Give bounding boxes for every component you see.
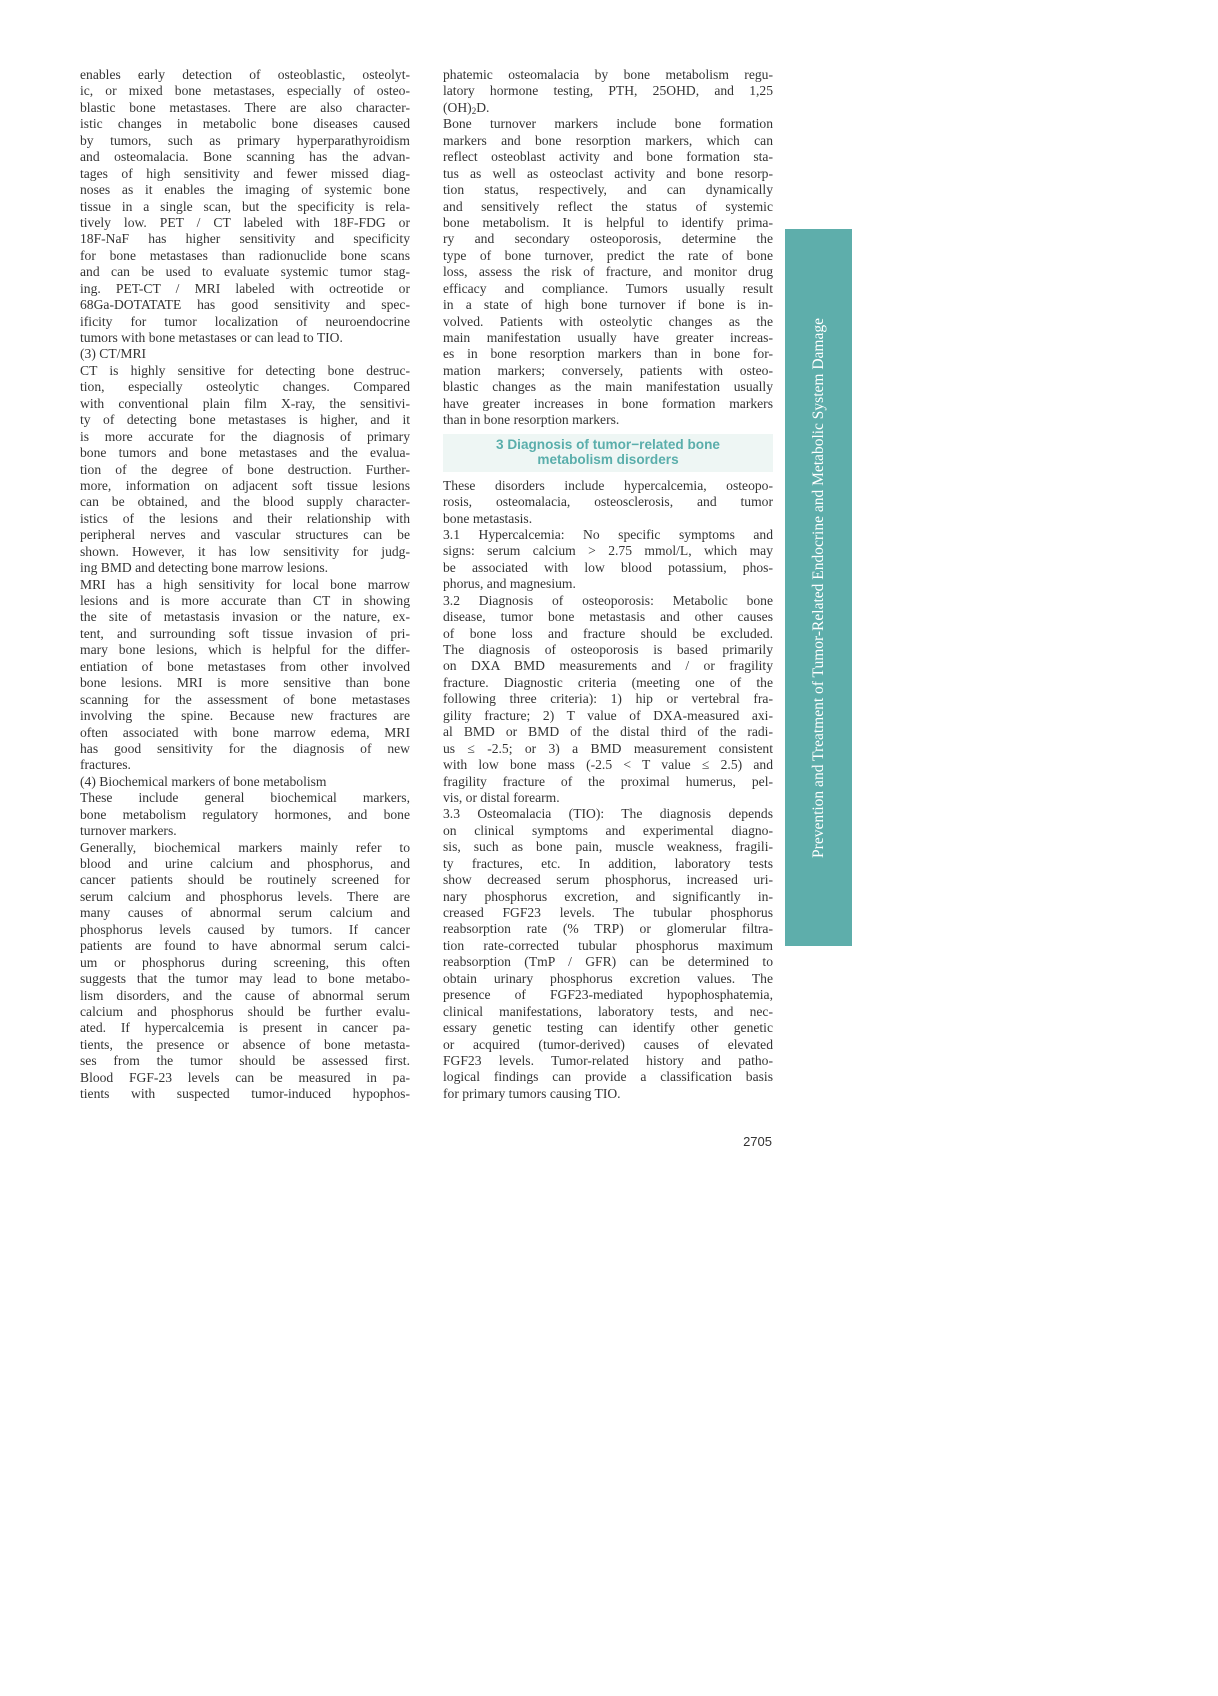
text-line: mary bone lesions, which is helpful for the differ- (80, 642, 410, 658)
text-line: scanning for the assessment of bone metastases (80, 691, 410, 707)
text-line: enables early detection of osteoblastic, osteolyt- (80, 67, 410, 82)
text-line: ing. PET-CT / MRI labeled with octreotide or (80, 280, 410, 296)
text-line: lism disorders, and the cause of abnormal serum (80, 987, 410, 1003)
text-line: tages of high sensitivity and fewer missed diag- (80, 165, 410, 181)
text-line: disease, tumor bone metastasis and other causes (443, 609, 773, 625)
text-line: Blood FGF-23 levels can be measured in pa- (80, 1069, 410, 1085)
text-line: noses as it enables the imaging of systemic bone (80, 182, 410, 198)
text-line: sis, such as bone pain, muscle weakness, fragili- (443, 839, 773, 855)
text-line: ty fractures, etc. In addition, laboratory tests (443, 855, 773, 871)
text-line: signs: serum calcium > 2.75 mmol/L, which may (443, 543, 773, 559)
text-line: on clinical symptoms and experimental diagno- (443, 822, 773, 838)
text-line: than in bone resorption markers. (443, 412, 620, 428)
text-line: involving the spine. Because new fractures are (80, 708, 410, 724)
text-line: These disorders include hypercalcemia, osteopo- (443, 477, 773, 493)
text-line: the site of metastasis invasion or the nature, ex- (80, 609, 410, 625)
text-line: obtain urinary phosphorus excretion values. The (443, 970, 773, 986)
text-line: MRI has a high sensitivity for local bone marrow (80, 576, 410, 592)
text-line: (3) CT/MRI (80, 346, 147, 362)
running-title-text: Prevention and Treatment of Tumor-Related Endocrine and Metabolic System Damage (809, 317, 827, 858)
text-line: and sensitively reflect the status of systemic (443, 198, 773, 214)
text-line: for bone metastases than radionuclide bone scans (80, 247, 410, 263)
text-line: tissue in a single scan, but the specificity is rela- (80, 198, 410, 214)
text-line: markers and bone resorption markers, which can (443, 132, 773, 148)
text-line: with conventional plain film X-ray, the sensitivi- (80, 395, 410, 411)
text-line: patients are found to have abnormal serum calci- (80, 938, 410, 954)
text-line: 68Ga-DOTATATE has good sensitivity and spec- (80, 297, 410, 313)
text-line: bone metabolism regulatory hormones, and bone (80, 806, 410, 822)
text-line: and can be used to evaluate systemic tumor stag- (80, 264, 410, 280)
text-line: istics of the lesions and their relationship with (80, 510, 410, 526)
text-line: 3.2 Diagnosis of osteoporosis: Metabolic bone (443, 592, 773, 608)
text-line: tients with suspected tumor-induced hypophos- (80, 1086, 410, 1102)
text-line: on DXA BMD measurements and / or fragility (443, 658, 773, 674)
text-line: peripheral nerves and vascular structures can be (80, 527, 410, 543)
text-line: 3.1 Hypercalcemia: No specific symptoms and (443, 526, 773, 542)
text-line: latory hormone testing, PTH, 25OHD, and 1,25 (443, 83, 773, 99)
text-line: ic, or mixed bone metastases, especially of osteo- (80, 83, 410, 99)
text-line: ificity for tumor localization of neuroendocrine (80, 313, 410, 329)
text-line: reabsorption rate (% TRP) or glomerular filtra- (443, 921, 773, 937)
text-line: fracture. Diagnostic criteria (meeting one of the (443, 674, 773, 690)
text-line: by tumors, such as primary hyperparathyroidism (80, 132, 410, 148)
text-line: shown. However, it has low sensitivity for judg- (80, 543, 410, 559)
text-line: istic changes in metabolic bone diseases caused (80, 116, 410, 132)
text-line: suggests that the tumor may lead to bone metabo- (80, 971, 410, 987)
text-line: be associated with low blood potassium, phos- (443, 559, 773, 575)
text-line: serum calcium and phosphorus levels. There are (80, 888, 410, 904)
text-line: blastic bone metastases. There are also character- (80, 99, 410, 115)
text-line: tumors with bone metastases or can lead to TIO. (80, 330, 343, 345)
text-line: $(OH)_2D$. (443, 99, 490, 116)
text-line: has good sensitivity for the diagnosis of new (80, 740, 410, 756)
text-line: of bone loss and fracture should be excluded. (443, 625, 773, 641)
text-line: or acquired (tumor-derived) causes of elevated (443, 1036, 773, 1052)
text-line: bone metastasis. (443, 510, 533, 526)
text-line: with low bone mass (-2.5 < T value ≤ 2.5) and (443, 757, 773, 773)
text-line: lesions and is more accurate than CT in showing (80, 593, 410, 608)
text-line: tients, the presence or absence of bone metasta- (80, 1036, 410, 1052)
text-line: is more accurate for the diagnosis of primary (80, 428, 410, 444)
text-line: turnover markers. (80, 823, 177, 839)
page-number: 2705 (743, 1134, 772, 1149)
section-3-body (443, 478, 773, 1103)
text-line: loss, assess the risk of fracture, and monitor drug (443, 264, 773, 280)
text-line: mation markers; conversely, patients with osteo- (443, 362, 773, 378)
text-line: CT is highly sensitive for detecting bone destruc- (80, 362, 410, 378)
text-line: volved. Patients with osteolytic changes as the (443, 313, 773, 329)
paragraph-hormone-testing (443, 67, 773, 100)
text-line: tively low. PET / CT labeled with 18F-FDG or (80, 214, 410, 230)
running-title-sidebar (785, 229, 852, 946)
text-line: often associated with bone marrow edema, MRI (80, 724, 410, 740)
text-line: tion rate-corrected tubular phosphorus maximum (443, 937, 773, 953)
text-line: vis, or distal forearm. (443, 789, 560, 805)
text-line: Generally, biochemical markers mainly refer to (80, 839, 410, 855)
text-line: reabsorption (TmP / GFR) can be determined to (443, 954, 773, 970)
text-line: bone metabolism. It is helpful to identify prima- (443, 214, 773, 230)
text-line: FGF23 levels. Tumor-related history and patho- (443, 1052, 773, 1068)
text-line: rosis, osteomalacia, osteosclerosis, and tumor (443, 494, 773, 510)
text-line: essary genetic testing can identify other genetic (443, 1020, 773, 1036)
text-line: in a state of high bone turnover if bone is in- (443, 297, 773, 313)
text-line: cancer patients should be routinely screened for (80, 872, 410, 888)
text-line: us ≤ -2.5; or 3) a BMD measurement consistent (443, 740, 773, 756)
text-line: type of bone turnover, predict the rate of bone (443, 247, 773, 263)
text-line: ing BMD and detecting bone marrow lesions. (80, 560, 329, 576)
subscript: 2 (471, 105, 477, 116)
text-line: um or phosphorus during screening, this often (80, 954, 410, 970)
text-line: calcium and phosphorus should be further evalu- (80, 1003, 410, 1019)
text-line: These include general biochemical markers, (80, 790, 410, 806)
text-line: fragility fracture of the proximal humerus, pel- (443, 773, 773, 789)
text-line: main manifestation usually have greater increas- (443, 330, 773, 345)
text-line: tus as well as osteoclast activity and bone resorp- (443, 165, 773, 181)
text-line: and osteomalacia. Bone scanning has the advan- (80, 149, 410, 165)
text-line: for primary tumors causing TIO. (443, 1085, 621, 1101)
text-line: tent, and surrounding soft tissue invasion of pri- (80, 625, 410, 641)
text-line: blastic changes as the main manifestation usually (443, 379, 773, 395)
text-line: reflect osteoblast activity and bone formation sta- (443, 149, 773, 165)
text-line: ated. If hypercalcemia is present in cancer pa- (80, 1020, 410, 1036)
text-line: The diagnosis of osteoporosis is based primarily (443, 642, 773, 657)
text-line: nary phosphorus excretion, and significantly in- (443, 888, 773, 904)
text-line: more, information on adjacent soft tissue lesions (80, 477, 410, 493)
text-line: phatemic osteomalacia by bone metabolism regu- (443, 67, 773, 82)
text-line: ty of detecting bone metastases is higher, and it (80, 412, 410, 428)
text-line: bone lesions. MRI is more sensitive than bone (80, 675, 410, 691)
text-line: gility fracture; 2) T value of DXA-measured axi- (443, 707, 773, 723)
text-line: (4) Biochemical markers of bone metabolism (80, 773, 327, 789)
text-line: ses from the tumor should be assessed first. (80, 1053, 410, 1069)
text-line: Bone turnover markers include bone formation (443, 116, 773, 132)
text-line: al BMD or BMD of the distal third of the radi- (443, 724, 773, 740)
paragraph-bone-turnover-markers (443, 116, 773, 428)
text-line: clinical manifestations, laboratory tests, and nec- (443, 1003, 773, 1019)
text-line: phorus, and magnesium. (443, 576, 576, 592)
left-column (80, 67, 410, 1103)
text-line: blood and urine calcium and phosphorus, and (80, 856, 410, 871)
text-line: creased FGF23 levels. The tubular phosphorus (443, 905, 773, 920)
text-line: show decreased serum phosphorus, increased uri- (443, 872, 773, 888)
text-line: logical findings can provide a classification basis (443, 1069, 773, 1085)
text-line: efficacy and compliance. Tumors usually result (443, 280, 773, 296)
text-line: 3.3 Osteomalacia (TIO): The diagnosis depends (443, 806, 773, 822)
text-line: presence of FGF23-mediated hypophosphatemia, (443, 987, 773, 1003)
text-line: entiation of bone metastases from other involved (80, 658, 410, 674)
text-line: many causes of abnormal serum calcium and (80, 905, 410, 921)
text-line: can be obtained, and the blood supply character- (80, 494, 410, 510)
text-line: following three criteria): 1) hip or vertebral fra- (443, 691, 773, 707)
text-line: 18F-NaF has higher sensitivity and specificity (80, 231, 410, 247)
text-line: phosphorus levels caused by tumors. If cancer (80, 921, 410, 937)
text-line: es in bone resorption markers than in bone for- (443, 346, 773, 362)
text-line: tion status, respectively, and can dynamically (443, 182, 773, 198)
text-line: tion of the degree of bone destruction. Further- (80, 461, 410, 477)
text-line: tion, especially osteolytic changes. Compared (80, 379, 410, 395)
section-heading-line-1: 3 Diagnosis of tumor−related bone (496, 436, 720, 452)
right-column (443, 67, 773, 1102)
text-line: ry and secondary osteoporosis, determine the (443, 231, 773, 247)
text-line: have greater increases in bone formation markers (443, 395, 773, 411)
text-line: bone tumors and bone metastases and the evalua- (80, 445, 410, 461)
section-heading-line-2: metabolism disorders (537, 452, 679, 468)
section-heading (443, 434, 773, 472)
text-line: fractures. (80, 757, 131, 773)
